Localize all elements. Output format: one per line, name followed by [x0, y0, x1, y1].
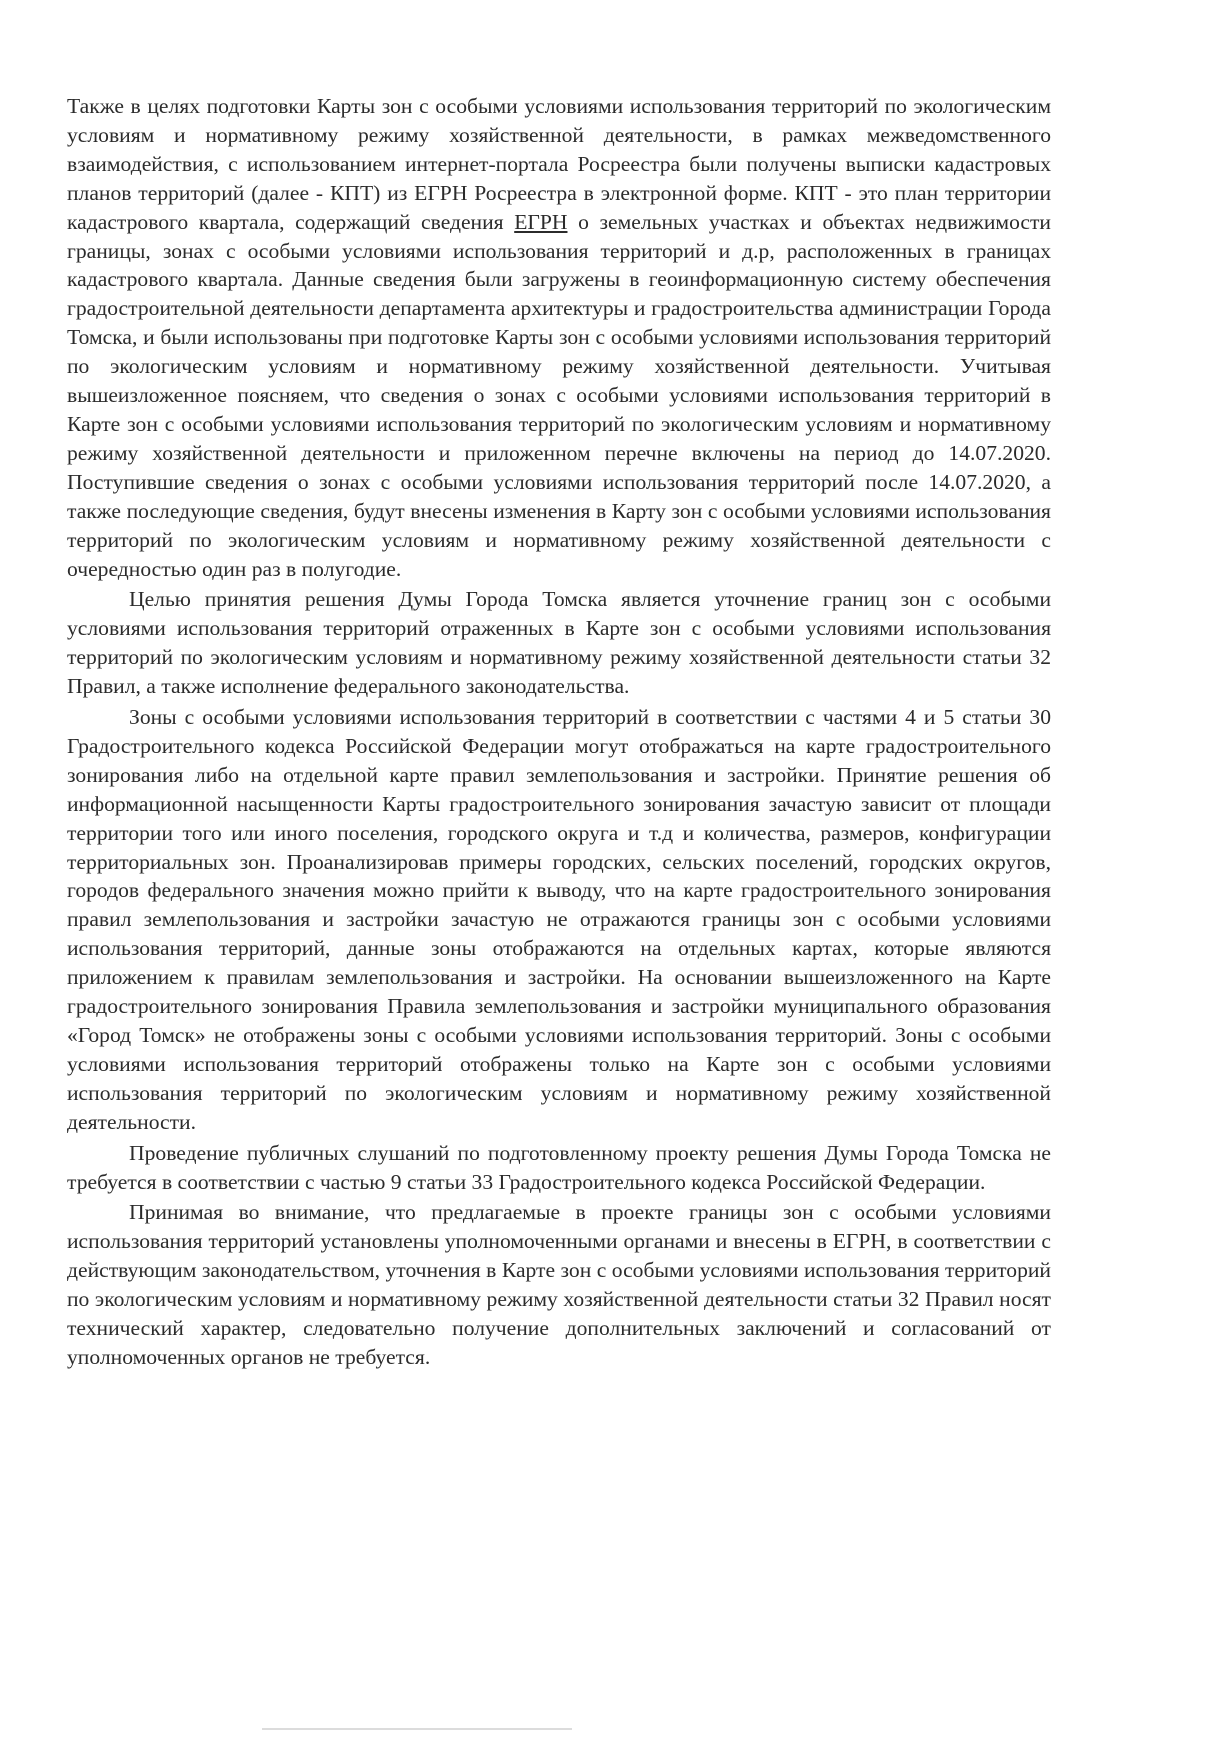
document-body [67, 92, 1051, 1372]
paragraph-technical-character: Принимая во внимание, что предлагаемые в проекте границы зон с особыми условиями использования территорий установлены уполномоченными органами и внесены в ЕГРН, в соответствии с действующим законодательством, уточнения в Карте зон с особыми условиями использования территорий по экологическим условиям и нормативному режиму хозяйственной деятельности статьи 32 Правил носят технический характер, следовательно получение дополнительных заключений и согласований от уполномоченных органов не требуется. [67, 1200, 1051, 1369]
paragraph-kpt-source [67, 92, 1051, 583]
paragraph-decision-purpose: Целью принятия решения Думы Города Томска является уточнение границ зон с особыми условиями использования территорий отраженных в Карте зон с особыми условиями использования территорий по экологическим условиям и нормативному режиму хозяйственной деятельности статьи 32 Правил, а также исполнение федерального законодательства. [67, 587, 1051, 699]
egrn-underlined-term: ЕГРН [514, 209, 568, 234]
paragraph-kpt-source-text-start: Также в целях подготовки Карты зон с особыми условиями использования территорий по экологическим условиям и нормативному режиму хозяйственной деятельности, в рамках межведомственного взаимодействия, с использованием интернет-портала Росреестра были получены выписки кадастровых планов территорий (далее - КПТ) из ЕГРН Росреестра в электронной форме. КПТ - это план территории кадастрового квартала, содержащий сведения [67, 94, 1051, 234]
paragraph-kpt-source-text-end: о земельных участках и объектах недвижимости границы, зонах с особыми условиями использования территорий и д.р, расположенных в границах кадастрового квартала. Данные сведения были загружены в геоинформационную систему обеспечения градостроительной деятельности департамента архитектуры и градостроительства администрации Города Томска, и были использованы при подготовке Карты зон с особыми условиями использования территорий по экологическим условиям и нормативному режиму хозяйственной деятельности. Учитывая вышеизложенное поясняем, что сведения о зонах с особыми условиями использования территорий в Карте зон с особыми условиями использования территорий по экологическим условиям и нормативному режиму хозяйственной деятельности и приложенном перечне включены на период до 14.07.2020. Поступившие сведения о зонах с особыми условиями использования территорий после 14.07.2020, а также последующие сведения, будут внесены изменения в Карту зон с особыми условиями использования территорий по экологическим условиям и нормативному режиму хозяйственной деятельности с очередностью один раз в полугодие. [67, 209, 1051, 581]
paragraph-zoning-map-display: Зоны с особыми условиями использования территорий в соответствии с частями 4 и 5 статьи 30 Градостроительного кодекса Российской Федерации могут отображаться на карте градостроительного зонирования либо на отдельной карте правил землепользования и застройки. Принятие решения об информационной насыщенности Карты градостроительного зонирования зачастую зависит от площади территории того или иного поселения, городского округа и т.д и количества, размеров, конфигурации территориальных зон. Проанализировав примеры городских, сельских поселений, городских округов, городов федерального значения можно прийти к выводу, что на карте градостроительного зонирования правил землепользования и застройки зачастую не отражаются границы зон с особыми условиями использования территорий, данные зоны отображаются на отдельных картах, которые являются приложением к правилам землепользования и застройки. На основании вышеизложенного на Карте градостроительного зонирования Правила землепользования и застройки муниципального образования «Город Томск» не отображены зоны с особыми условиями использования территорий. Зоны с особыми условиями использования территорий отображены только на Карте зон с особыми условиями использования территорий по экологическим условиям и нормативному режиму хозяйственной деятельности. [67, 705, 1051, 1134]
paragraph-public-hearings: Проведение публичных слушаний по подготовленному проекту решения Думы Города Томска не требуется в соответствии с частью 9 статьи 33 Градостроительного кодекса Российской Федерации. [67, 1140, 1051, 1194]
scan-artifact-mark [262, 1728, 572, 1730]
